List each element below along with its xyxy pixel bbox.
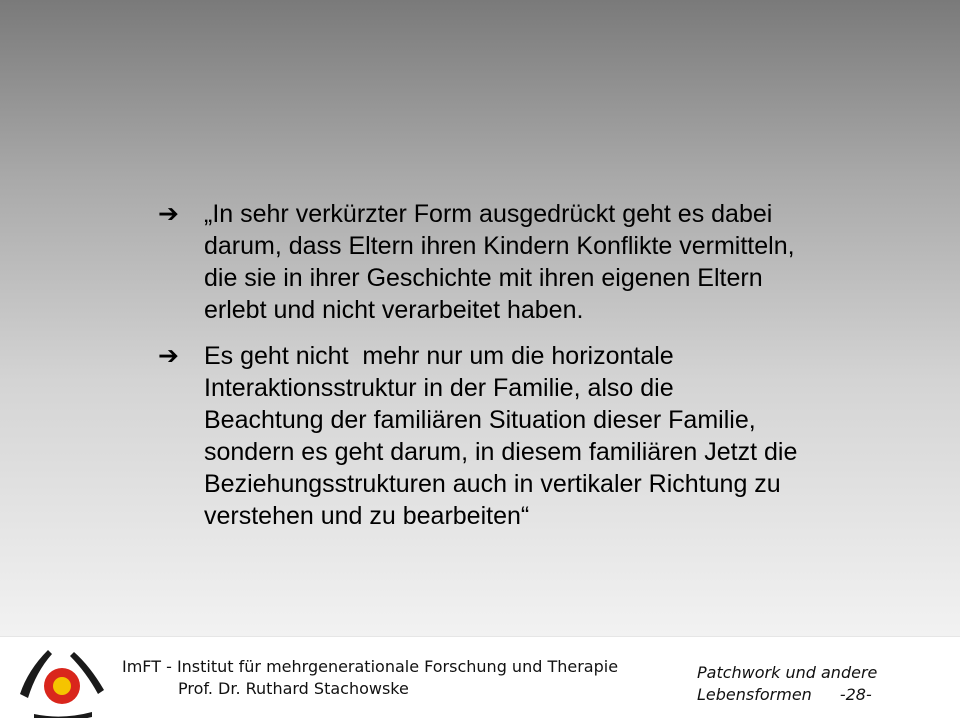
- bullet-line: Interaktionsstruktur in der Familie, also die: [204, 374, 674, 402]
- bullet-line: verstehen und zu bearbeiten“: [204, 502, 530, 530]
- bullet-line: Beachtung der familiären Situation dieser Familie,: [204, 406, 756, 434]
- bullet-line: Es geht nicht mehr nur um die horizontale: [204, 342, 674, 370]
- institute-block: [122, 656, 618, 700]
- page-number: -28-: [839, 685, 872, 704]
- bullet-line: die sie in ihrer Geschichte mit ihren eigenen Eltern: [204, 264, 763, 292]
- author-name: Prof. Dr. Ruthard Stachowske: [178, 679, 409, 698]
- bullet-line: erlebt und nicht verarbeitet haben.: [204, 296, 584, 324]
- topic-line-1: Patchwork und andere: [697, 663, 878, 682]
- bullet-list: [150, 198, 870, 546]
- bullet-line: Beziehungsstrukturen auch in vertikaler Richtung zu: [204, 470, 781, 498]
- logo-yellow-center: [53, 677, 71, 695]
- institute-logo: [14, 640, 110, 718]
- footer-divider: [0, 636, 960, 637]
- bullet-item: [150, 340, 870, 532]
- topic-block: [697, 662, 877, 706]
- logo-bottom-stroke: [34, 712, 92, 718]
- topic-line-2: Lebensformen: [697, 685, 812, 704]
- arrow-right-icon: ➔: [158, 199, 179, 228]
- bullet-item: [150, 198, 870, 326]
- institute-name: ImFT - Institut für mehrgenerationale Forschung und Therapie: [122, 657, 619, 676]
- bullet-line: „In sehr verkürzter Form ausgedrückt geht es dabei: [204, 200, 773, 228]
- bullet-line: sondern es geht darum, in diesem familiären Jetzt die: [204, 438, 798, 466]
- bullet-line: darum, dass Eltern ihren Kindern Konflikte vermitteln,: [204, 232, 795, 260]
- arrow-right-icon: ➔: [158, 341, 179, 370]
